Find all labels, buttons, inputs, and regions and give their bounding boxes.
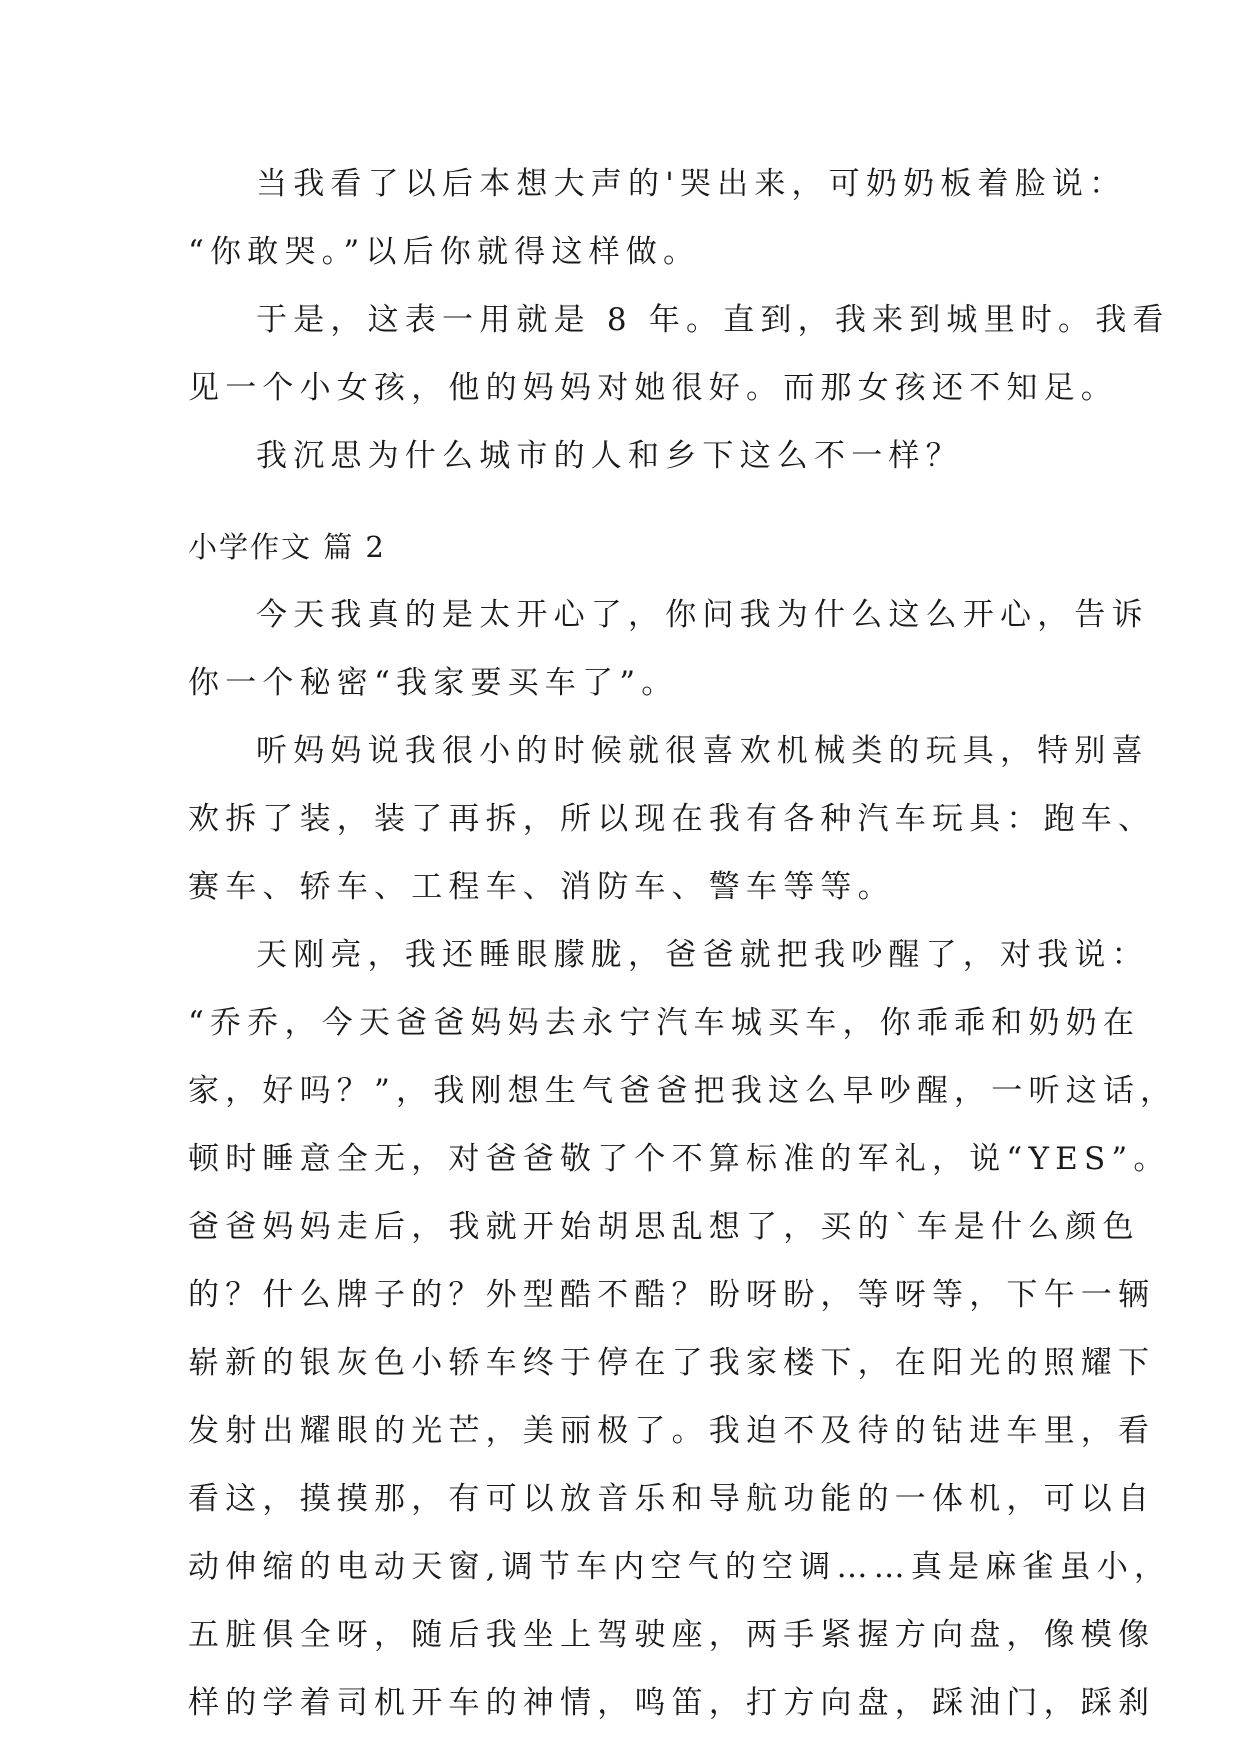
text-line: 样的学着司机开车的神情，鸣笛，打方向盘，踩油门，踩刹	[188, 1685, 1156, 1721]
text-line: “乔乔，今天爸爸妈妈去永宁汽车城买车，你乖乖和奶奶在	[188, 1005, 1141, 1041]
text-line: 五脏俱全呀，随后我坐上驾驶座，两手紧握方向盘，像模像	[188, 1617, 1156, 1653]
text-line: 天刚亮，我还睡眼朦胧，爸爸就把我吵醒了，对我说：	[256, 937, 1149, 973]
text-line: 听妈妈说我很小的时候就很喜欢机械类的玩具，特别喜	[256, 733, 1149, 769]
text-line: 动伸缩的电动天窗,调节车内空气的空调……真是麻雀虽小，	[188, 1549, 1172, 1585]
text-line: 爸爸妈妈走后，我就开始胡思乱想了，买的`车是什么颜色	[188, 1209, 1140, 1245]
text-line: 顿时睡意全无，对爸爸敬了个不算标准的军礼，说“YES”。	[188, 1141, 1171, 1177]
text-line: 今天我真的是太开心了，你问我为什么这么开心，告诉	[256, 597, 1149, 633]
text-line: 看这，摸摸那，有可以放音乐和导航功能的一体机，可以自	[188, 1481, 1156, 1517]
text-line: “你敢哭。”以后你就得这样做。	[188, 234, 701, 270]
text-line: 你一个秘密“我家要买车了”。	[188, 665, 679, 701]
text-line: 的？什么牌子的？外型酷不酷？盼呀盼，等呀等，下午一辆	[188, 1277, 1156, 1313]
text-line: 欢拆了装，装了再拆，所以现在我有各种汽车玩具：跑车、	[188, 801, 1156, 837]
text-line: 当我看了以后本想大声的'哭出来，可奶奶板着脸说：	[256, 166, 1127, 202]
text-line: 赛车、轿车、工程车、消防车、警车等等。	[188, 869, 895, 905]
text-line: 见一个小女孩，他的妈妈对她很好。而那女孩还不知足。	[188, 370, 1118, 406]
text-line: 家，好吗？”，我刚想生气爸爸把我这么早吵醒，一听这话，	[188, 1073, 1178, 1109]
text-line: 我沉思为什么城市的人和乡下这么不一样？	[256, 438, 963, 474]
text-line: 崭新的银灰色小轿车终于停在了我家楼下，在阳光的照耀下	[188, 1345, 1156, 1381]
section-heading: 小学作文 篇 2	[188, 530, 386, 564]
text-line: 发射出耀眼的光芒，美丽极了。我迫不及待的钻进车里，看	[188, 1413, 1156, 1449]
text-line: 于是，这表一用就是 8 年。直到，我来到城里时。我看	[256, 302, 1170, 338]
